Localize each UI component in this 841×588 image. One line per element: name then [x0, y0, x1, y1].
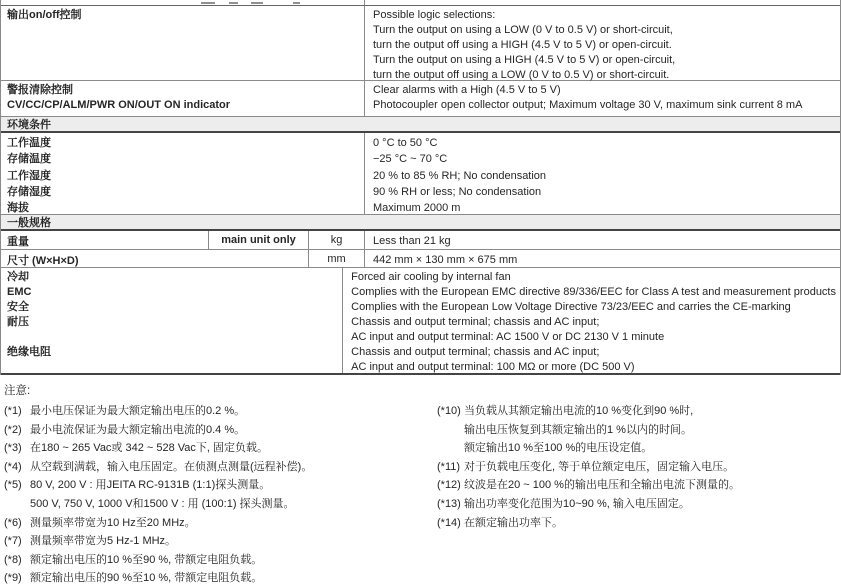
spec-label-cell [1, 81, 365, 116]
section-header-environment: 环境条件 [1, 117, 840, 133]
clipped-top-row [1, 0, 840, 6]
footnote [437, 402, 841, 458]
footnote-marker: (*11) [437, 460, 461, 473]
footnote-marker: (*7) [4, 535, 22, 548]
spec-value-cell [365, 133, 840, 214]
spec-label: 安全 [7, 301, 29, 313]
spec-label-cell [1, 133, 365, 214]
spec-value-line: Photocoupler open collector output; Maximum voltage 30 V, maximum sink current 8 mA [373, 99, 803, 111]
spec-label: 工作湿度 [7, 169, 51, 182]
footnotes-section [0, 375, 841, 588]
spec-value-cell [343, 268, 840, 373]
footnote-text: 额定输出电压的90 %至10 %, 带额定电阻负载。 [30, 572, 263, 585]
spec-value-cell: Less than 21 kg [373, 235, 451, 247]
spec-label: 重量 [1, 231, 209, 249]
spec-value-line: Chassis and output terminal; chassis and AC input; [351, 346, 600, 358]
spec-label: 耐压 [7, 316, 29, 328]
spec-label [7, 360, 338, 375]
footnote [4, 458, 437, 477]
footnote-marker: (*6) [4, 516, 22, 529]
spec-value-line: Complies with the European EMC directive 89/336/EEC for Class A test and measurement products [351, 286, 836, 298]
spec-value-line: 90 % RH or less; No condensation [373, 185, 542, 198]
footnote [4, 402, 437, 421]
footnote [4, 569, 437, 588]
spec-value-line: Turn the output on using a HIGH (4.5 V to 5 V) or open-circuit, [373, 54, 676, 66]
footnote-marker: (*8) [4, 553, 22, 566]
section-header-general-specs: 一般规格 [1, 215, 840, 231]
footnote-text: 输出电压恢复到其额定输出的1 %以内的时间。 [464, 423, 692, 436]
footnote-marker: (*12) [437, 479, 461, 492]
footnote [437, 514, 841, 533]
footnote-text: 80 V, 200 V : 用JEITA RC-9131B (1:1)探头测量。 [30, 479, 271, 492]
clipped-text-remnant [201, 2, 215, 4]
footnote-text: 最小电流保证为最大额定输出电流的0.4 %。 [30, 423, 246, 436]
footnote-text: 当负载从其额定输出电流的10 %变化到90 %时, [464, 405, 694, 417]
clipped-text-remnant [293, 2, 300, 4]
spec-label: 存储温度 [7, 153, 51, 166]
spec-label: 尺寸 (W×H×D) [1, 250, 309, 267]
footnote-text: 在额定输出功率下。 [464, 516, 563, 529]
spec-value-line: Possible logic selections: [373, 9, 496, 21]
footnote [4, 532, 437, 551]
spec-value-line: Chassis and output terminal; chassis and AC input; [351, 316, 600, 328]
footnotes-title: 注意: [4, 385, 31, 397]
row-general-specs [1, 268, 840, 375]
spec-value-line: turn the output off using a LOW (0 V to 0.5 V) or short-circuit. [373, 69, 670, 81]
footnote-text: 额定输出10 %至100 %的电压设定值。 [464, 442, 653, 455]
footnote-marker: (*2) [4, 423, 22, 436]
footnote-text: 从空载到满载，输入电压固定。在侦测点测量(远程补偿)。 [30, 460, 313, 473]
footnote-text: 额定输出电压的10 %至90 %, 带额定电阻负载。 [30, 553, 263, 566]
spec-value-cell: 442 mm × 130 mm × 675 mm [373, 253, 518, 266]
footnote-text: 测量频率带宽为5 Hz-1 MHz。 [30, 535, 177, 548]
spec-value-cell [365, 6, 840, 80]
spec-label [7, 330, 338, 345]
row-environment-conditions [1, 133, 840, 215]
footnote-marker: (*1) [4, 405, 22, 417]
footnotes-columns [4, 402, 841, 588]
spec-value-line: Forced air cooling by internal fan [351, 271, 511, 283]
weight-unit-cell: kg [309, 231, 365, 249]
footnote-text: 在180 ~ 265 Vac或 342 ~ 528 Vac下, 固定负载。 [30, 442, 269, 455]
spec-label: 绝缘电阻 [7, 346, 51, 358]
row-output-onoff-control [1, 6, 840, 81]
footnote [4, 476, 437, 513]
footnote-marker: (*3) [4, 442, 22, 455]
footnote-text: 测量频率带宽为10 Hz至20 MHz。 [30, 516, 196, 529]
footnote [437, 458, 841, 477]
spec-label: 警报清除控制 [7, 84, 73, 96]
row-alarm-clear-control [1, 81, 840, 117]
footnote [4, 514, 437, 533]
footnote-text: 500 V, 750 V, 1000 V和1500 V : 用 (100:1) 探头测量。 [30, 497, 295, 510]
spec-label: EMC [7, 286, 32, 298]
spec-label-cell [1, 268, 343, 373]
footnote [4, 439, 437, 458]
spec-value-line: AC input and output terminal: AC 1500 V or DC 2130 V 1 minute [351, 331, 665, 343]
spec-value-line: turn the output off using a HIGH (4.5 V to 5 V) or open-circuit. [373, 39, 672, 51]
footnotes-right-column [437, 402, 841, 532]
spec-label: CV/CC/CP/ALM/PWR ON/OUT ON indicator [7, 99, 231, 111]
spec-label: 海拔 [7, 202, 29, 215]
spec-label: 存储湿度 [7, 185, 51, 198]
spec-value-line: Clear alarms with a High (4.5 V to 5 V) [373, 84, 561, 96]
footnote-marker: (*14) [437, 516, 461, 529]
spec-value-line: Turn the output on using a LOW (0 V to 0.5 V) or short-circuit, [373, 24, 673, 36]
footnote-text: 对于负载电压变化, 等于单位额定电压，固定输入电压。 [464, 460, 735, 473]
spec-label-cell [1, 6, 365, 80]
clipped-value-cell [365, 0, 840, 5]
footnote-text: 输出功率变化范围为10~90 %, 输入电压固定。 [464, 497, 690, 510]
dimensions-unit-cell: mm [309, 250, 365, 267]
footnote-marker: (*4) [4, 460, 22, 473]
spec-value-line: Maximum 2000 m [373, 202, 461, 215]
footnote [4, 551, 437, 570]
row-weight [1, 231, 840, 250]
spec-value-cell [365, 81, 840, 116]
footnotes-left-column [4, 402, 437, 588]
spec-value-line: Complies with the European Low Voltage Directive 73/23/EEC and carries the CE-marking [351, 301, 791, 313]
footnote [4, 421, 437, 440]
footnote-text: 纹波是在20 ~ 100 %的输出电压和全输出电流下测量的。 [464, 479, 740, 492]
footnote-marker: (*9) [4, 572, 22, 585]
footnote-marker: (*5) [4, 479, 22, 492]
spec-value-line: 0 °C to 50 °C [373, 137, 438, 149]
footnote [437, 495, 841, 514]
clipped-label-cell [1, 0, 365, 5]
clipped-text-remnant [251, 2, 263, 4]
row-dimensions [1, 250, 840, 268]
footnote [437, 476, 841, 495]
spec-label: 输出on/off控制 [7, 9, 82, 21]
footnote-marker: (*13) [437, 497, 461, 510]
clipped-text-remnant [229, 2, 238, 4]
spec-label: 工作温度 [7, 137, 51, 149]
weight-qualifier-cell: main unit only [209, 231, 309, 249]
spec-value-line: AC input and output terminal: 100 MΩ or more (DC 500 V) [351, 361, 635, 373]
spec-value-line: −25 °C ~ 70 °C [373, 153, 448, 166]
footnote-text: 最小电压保证为最大额定输出电压的0.2 %。 [30, 405, 246, 417]
footnote-marker: (*10) [437, 405, 461, 417]
spec-label: 冷却 [7, 271, 29, 283]
spec-value-line: 20 % to 85 % RH; No condensation [373, 169, 547, 182]
